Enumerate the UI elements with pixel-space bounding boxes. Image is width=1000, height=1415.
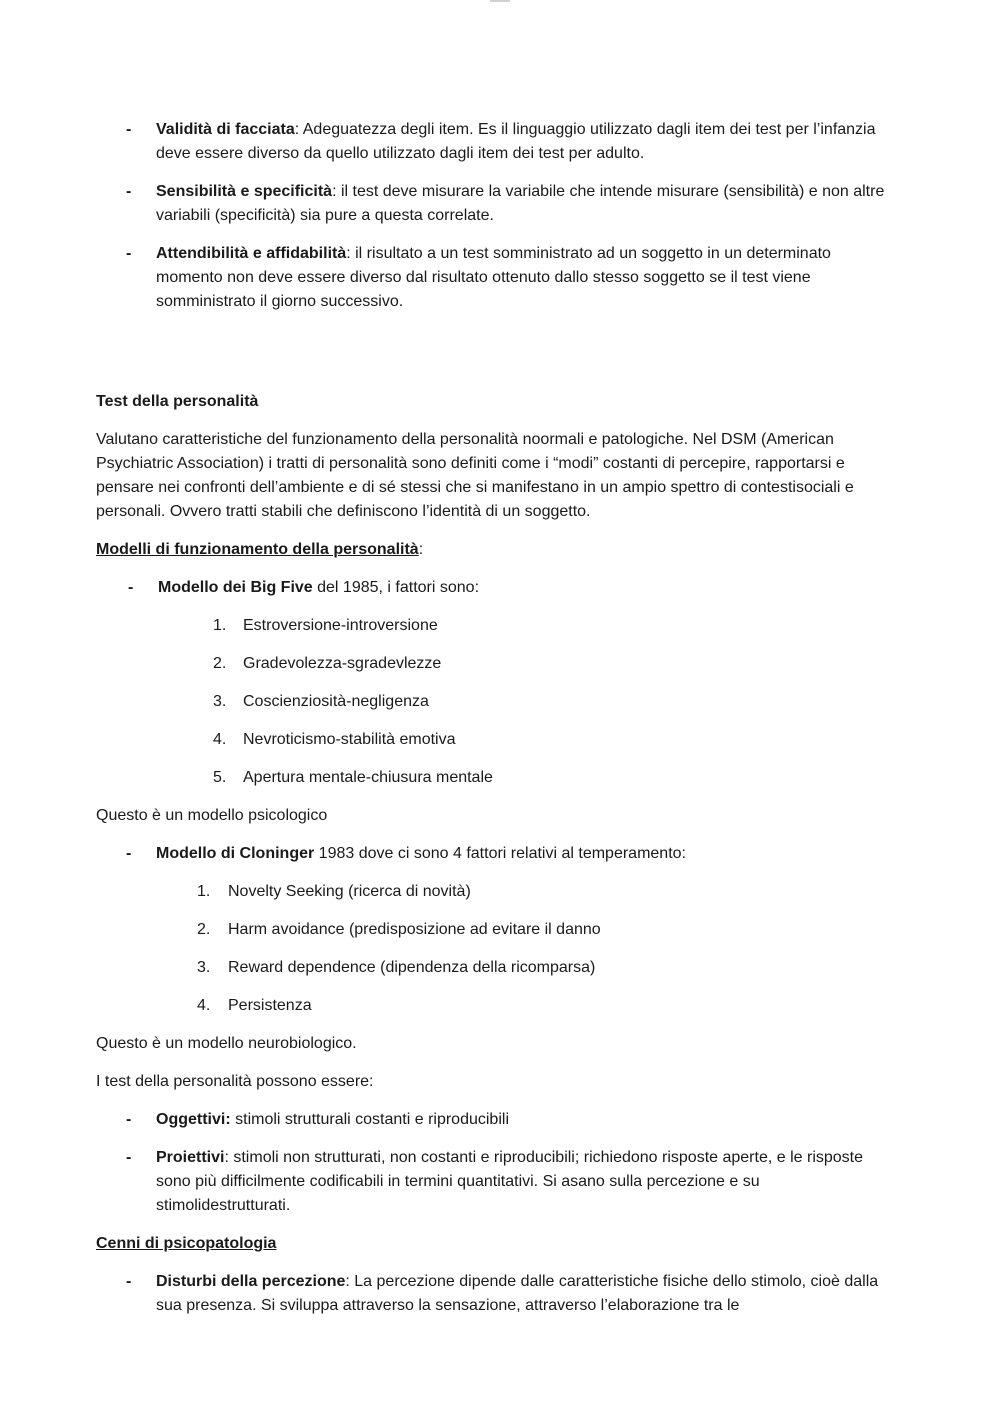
bullet-item-percezione	[96, 1270, 896, 1318]
models-title: Modelli di funzionamento della personalità	[96, 541, 419, 558]
bullet-dash: -	[126, 1273, 132, 1290]
section-title-personalita: Test della personalità	[96, 393, 259, 410]
document-content	[96, 118, 896, 1332]
bullet-term: Proiettivi	[156, 1149, 225, 1166]
bullet-text: : stimoli non strutturati, non costanti e riproducibili; richiedono risposte aperte, e le risposte sono più difficilmente codificabili in termini quantitativi. Si asano sulla percezione e su stimolidestrutturati.	[156, 1149, 864, 1214]
list-item: 2. Harm avoidance (predisposizione ad evitare il danno	[197, 921, 601, 938]
bullet-dash: -	[126, 121, 132, 138]
bullet-dash: -	[126, 245, 132, 262]
paragraph-intro: Valutano caratteristiche del funzionamento della personalità noormali e patologiche. Nel DSM (American Psychiatric Association) i tratti di personalità sono definiti come i “modi” costanti di percepire, rapportarsi e pensare nei confronti dell’ambiente e di sé stessi che si manifestano in un ampio spettro di contestisociali e personali. Ovvero tratti stabili che definiscono l’identità di un soggetto.	[96, 431, 854, 520]
list-item: 5. Apertura mentale-chiusura mentale	[213, 769, 493, 786]
list-item: 3. Coscienziosità-negligenza	[213, 693, 429, 710]
bullet-text: : il test deve misurare la variabile che intende misurare (sensibilità) e non altre variabili (specificità) sia pure a questa correlate.	[156, 183, 885, 224]
bullet-term: Sensibilità e specificità	[156, 183, 333, 200]
bullet-item-proiettivi	[96, 1146, 896, 1218]
bullet-term: Attendibilità e affidabilità	[156, 245, 347, 262]
bullet-text: : Adeguatezza degli item. Es il linguaggio utilizzato dagli item dei test per l’infanzia deve essere diverso da quello utilizzato dagli item dei test per adulto.	[156, 121, 876, 162]
bullet-text: 1983 dove ci sono 4 fattori relativi al temperamento:	[314, 845, 686, 862]
bullet-item-sensibilita	[96, 180, 896, 228]
bullet-term: Modello di Cloninger	[156, 845, 315, 862]
models-colon: :	[418, 541, 424, 558]
bullet-term: Modello dei Big Five	[158, 579, 313, 596]
paragraph-note-neurobiologico: Questo è un modello neurobiologico.	[96, 1035, 357, 1052]
bullet-text: del 1985, i fattori sono:	[312, 579, 480, 596]
bullet-text: : La percezione dipende dalle caratteristiche fisiche dello stimolo, cioè dalla sua presenza. Si sviluppa attraverso la sensazione, attraverso l’elaborazione tra le	[156, 1273, 879, 1314]
bullet-dash: -	[126, 1149, 132, 1166]
bullet-dash: -	[128, 579, 134, 596]
bullet-dash: -	[126, 183, 132, 200]
bullet-term: Validità di facciata	[156, 121, 295, 138]
list-item: 4. Persistenza	[197, 997, 312, 1014]
bullet-item-big-five	[96, 576, 896, 600]
bullet-item-cloninger	[96, 842, 896, 866]
page-header-mark	[490, 0, 510, 2]
section-title-psicopatologia: Cenni di psicopatologia	[96, 1235, 277, 1252]
bullet-term: Disturbi della percezione	[156, 1273, 346, 1290]
models-heading	[96, 538, 896, 562]
list-item: 3. Reward dependence (dipendenza della ricomparsa)	[197, 959, 596, 976]
big-five-list	[96, 614, 896, 790]
bullet-text: stimoli strutturali costanti e riproducibili	[230, 1111, 509, 1128]
list-item: 2. Gradevolezza-sgradevlezze	[213, 655, 442, 672]
bullet-dash: -	[126, 845, 132, 862]
list-item: 1. Estroversione-introversione	[213, 617, 438, 634]
list-item: 1. Novelty Seeking (ricerca di novità)	[197, 883, 471, 900]
cloninger-list	[96, 880, 896, 1018]
bullet-text: : il risultato a un test somministrato ad un soggetto in un determinato momento non deve essere diverso dal risultato ottenuto dallo stesso soggetto se il test viene somministrato il giorno successivo.	[156, 245, 831, 310]
bullet-term: Oggettivi:	[156, 1111, 231, 1128]
list-item: 4. Nevroticismo-stabilità emotiva	[213, 731, 456, 748]
bullet-dash: -	[126, 1111, 132, 1128]
bullet-item-oggettivi	[96, 1108, 896, 1132]
bullet-item-attendibilita	[96, 242, 896, 314]
paragraph-types-intro: I test della personalità possono essere:	[96, 1073, 374, 1090]
paragraph-note-psicologico: Questo è un modello psicologico	[96, 807, 328, 824]
bullet-item-validita	[96, 118, 896, 166]
